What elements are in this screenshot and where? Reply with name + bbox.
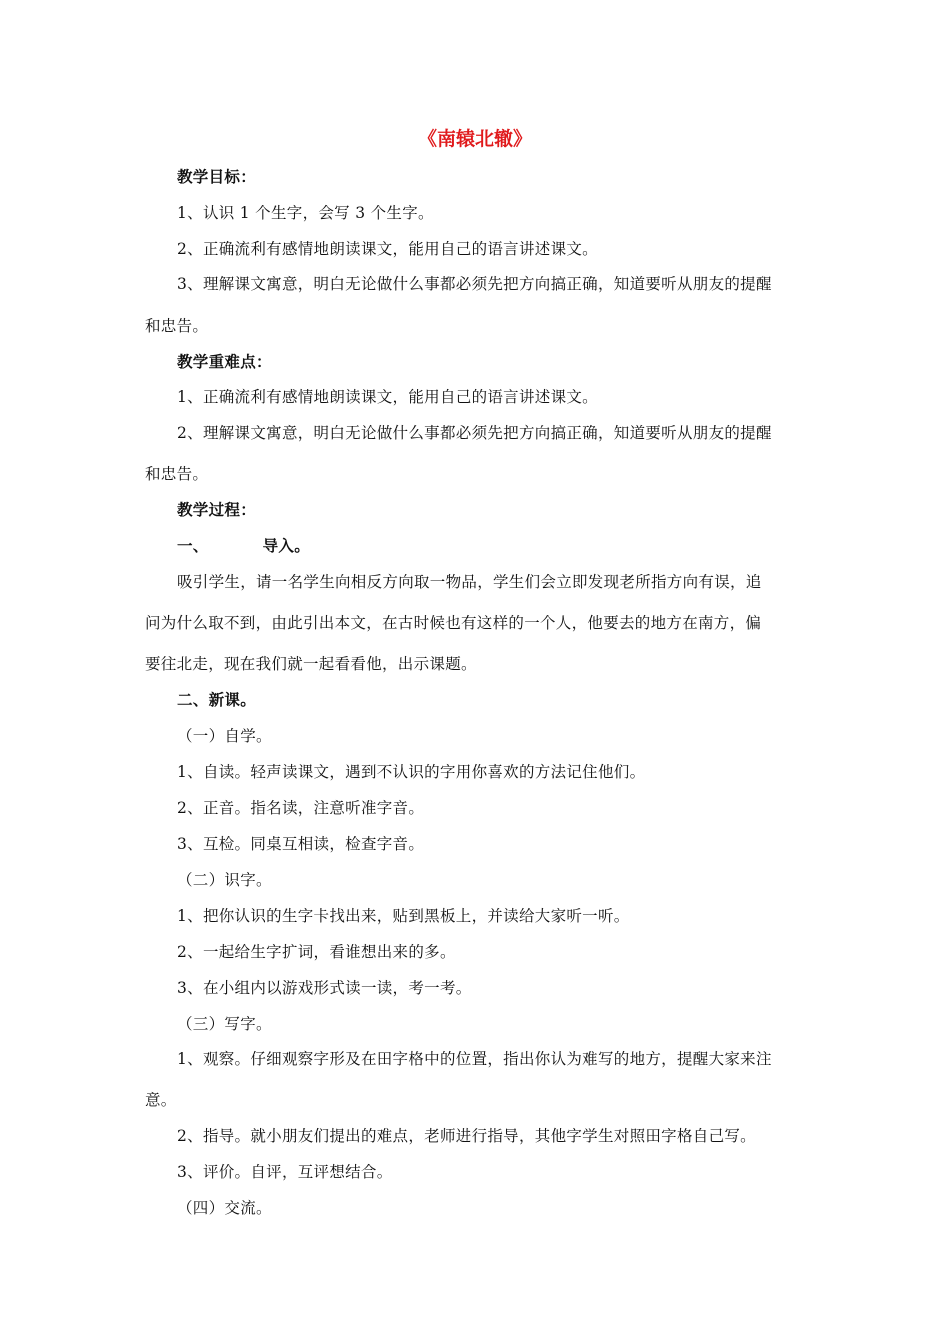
subsection-3-item-3: 3、评价。自评，互评想结合。: [177, 1163, 393, 1181]
objectives-heading: 教学目标：: [177, 168, 257, 186]
subsection-4-heading: （四）交流。: [177, 1199, 272, 1217]
section-1-number: 一、: [177, 537, 209, 555]
section-2-heading: 二、新课。: [177, 691, 257, 709]
intro-line-2: 问为什么取不到，由此引出本文，在古时候也有这样的一个人，他要去的地方在南方，偏: [145, 614, 762, 632]
objective-item-1: 1、认识 1 个生字，会写 3 个生字。: [177, 204, 434, 222]
key-point-item-2-line-2: 和忠告。: [145, 465, 209, 483]
section-1-heading: [177, 534, 310, 556]
subsection-1-item-2: 2、正音。指名读，注意听准字音。: [177, 799, 425, 817]
subsection-2-item-2: 2、一起给生字扩词，看谁想出来的多。: [177, 943, 456, 961]
intro-line-3: 要往北走，现在我们就一起看看他，出示课题。: [145, 655, 477, 673]
subsection-3-item-1-line-1: 1、观察。仔细观察字形及在田字格中的位置，指出你认为难写的地方，提醒大家来注: [177, 1050, 772, 1068]
subsection-2-item-3: 3、在小组内以游戏形式读一读，考一考。: [177, 979, 472, 997]
subsection-2-item-1: 1、把你认识的生字卡找出来，贴到黑板上，并读给大家听一听。: [177, 907, 630, 925]
process-heading: 教学过程：: [177, 501, 257, 519]
subsection-3-item-2: 2、指导。就小朋友们提出的难点，老师进行指导，其他字学生对照田字格自己写。: [177, 1127, 756, 1145]
section-1-title: 导入。: [262, 537, 311, 555]
subsection-3-item-1-line-2: 意。: [145, 1091, 177, 1109]
subsection-2-heading: （二）识字。: [177, 871, 272, 889]
objective-item-3-line-2: 和忠告。: [145, 317, 209, 335]
key-point-item-2-line-1: 2、理解课文寓意，明白无论做什么事都必须先把方向搞正确，知道要听从朋友的提醒: [177, 424, 772, 442]
objective-item-2: 2、正确流利有感情地朗读课文，能用自己的语言讲述课文。: [177, 240, 598, 258]
subsection-1-heading: （一）自学。: [177, 727, 272, 745]
subsection-1-item-3: 3、互检。同桌互相读，检查字音。: [177, 835, 425, 853]
subsection-1-item-1: 1、自读。轻声读课文，遇到不认识的字用你喜欢的方法记住他们。: [177, 763, 646, 781]
key-points-heading: 教学重难点：: [177, 353, 272, 371]
objective-item-3-line-1: 3、理解课文寓意，明白无论做什么事都必须先把方向搞正确，知道要听从朋友的提醒: [177, 275, 772, 293]
key-point-item-1: 1、正确流利有感情地朗读课文，能用自己的语言讲述课文。: [177, 388, 598, 406]
document-title: 《南辕北辙》: [417, 128, 532, 150]
subsection-3-heading: （三）写字。: [177, 1015, 272, 1033]
intro-line-1: 吸引学生，请一名学生向相反方向取一物品，学生们会立即发现老所指方向有误，追: [177, 573, 762, 591]
